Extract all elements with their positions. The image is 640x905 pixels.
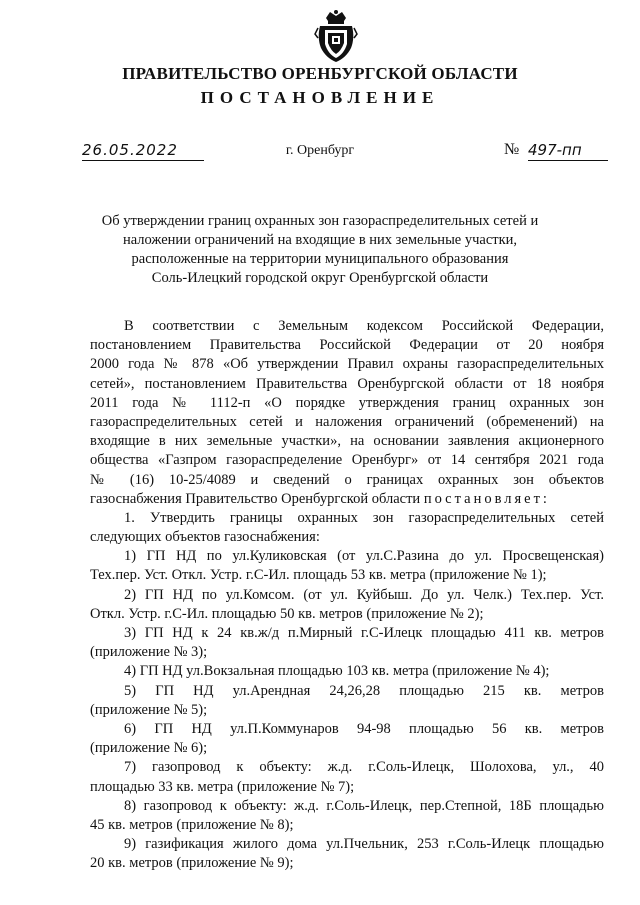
document-heading [100,212,540,288]
heading-line: Об утверждении границ охранных зон газораспределительных сетей и [101,213,539,229]
body-line: 2011 года № 1112-п «О порядке утверждения границ охранных зон [90,394,604,411]
list-item-cont: 45 кв. метров (приложение № 8); [90,816,294,833]
list-item-cont: площадью 33 кв. метра (приложение № 7); [90,778,355,795]
document-city: г. Оренбург [285,143,355,158]
body-line: № (16) 10-25/4089 и сведений о границах охранных зон объектов [90,471,604,488]
heading-line: расположенные на территории муниципального образования [131,251,509,267]
body-line: газораспределительных сетей и наложения ограничений (обременений) на [90,413,604,430]
document-body [90,317,604,873]
body-line: В соответствии с Земельным кодексом Российской Федерации, [124,318,604,334]
resolution-keyword: постановляет: [423,490,550,507]
heading-line: Соль-Илецкий городской округ Оренбургской области [151,270,489,286]
list-item-cont: Тех.пер. Уст. Откл. Устр. г.С-Ил. площадь 53 кв. метра (приложение № 1); [90,567,547,584]
body-line: постановлением Правительства Российской Федерации от 20 ноября [90,337,604,354]
document-type-title: ПОСТАНОВЛЕНИЕ [200,88,440,107]
list-item-cont: 20 кв. метров (приложение № 9); [90,855,294,872]
list-item: 2) ГП НД по ул.Комсом. (от ул. Куйбыш. До ул. Челк.) Тех.пер. Уст. [124,586,604,603]
body-line: общества «Газпром газораспределение Оренбург» от 14 сентября 2021 года [90,452,604,469]
body-line: сетей», постановлением Правительства Оренбургской области от 18 ноября [90,375,604,392]
list-item: 3) ГП НД к 24 кв.ж/д п.Мирный г.С-Илецк площадью 411 кв. метров [124,625,604,641]
document-meta-row [0,140,640,164]
document-number-value: 497-пп [528,140,608,161]
list-item-cont: (приложение № 6); [90,740,208,757]
coat-of-arms-emblem [314,8,358,64]
list-item: 1) ГП НД по ул.Куликовская (от ул.С.Разина до ул. Просвещенская) [124,548,604,565]
list-item: 6) ГП НД ул.П.Коммунаров 94-98 площадью 56 кв. метров [124,720,604,737]
list-item: 4) ГП НД ул.Вокзальная площадью 103 кв. метра (приложение № 4); [124,663,550,680]
list-item-cont: (приложение № 3); [90,644,208,661]
body-line [90,490,604,509]
body-line: 2000 года № 878 «Об утверждении Правил охраны газораспределительных [90,356,604,373]
number-sign: № [504,141,520,158]
list-item-cont: Откл. Устр. г.С-Ил. площадью 50 кв. метров (приложение № 2); [90,605,484,622]
list-item: 9) газификация жилого дома ул.Пчельник, 253 г.Соль-Илецк площадью [124,836,604,853]
body-line: 1. Утвердить границы охранных зон газораспределительных сетей [124,509,604,526]
list-item: 8) газопровод к объекту: ж.д. г.Соль-Илецк, пер.Степной, 18Б площадью [124,797,604,814]
list-item: 5) ГП НД ул.Арендная 24,26,28 площадью 215 кв. метров [124,682,604,699]
list-item: 7) газопровод к объекту: ж.д. г.Соль-Илецк, Шолохова, ул., 40 [124,759,604,776]
organization-title: ПРАВИТЕЛЬСТВО ОРЕНБУРГСКОЙ ОБЛАСТИ [122,64,518,83]
heading-line: наложении ограничений на входящие в них земельные участки, [122,232,518,248]
document-number [504,140,608,162]
body-line: следующих объектов газоснабжения: [90,529,320,546]
list-item-cont: (приложение № 5); [90,701,208,718]
body-line-text: газоснабжения Правительство Оренбургской области [90,490,421,507]
document-date: 26.05.2022 [82,140,204,161]
body-line: входящие в них земельные участки», на основании заявления акционерного [90,433,604,450]
